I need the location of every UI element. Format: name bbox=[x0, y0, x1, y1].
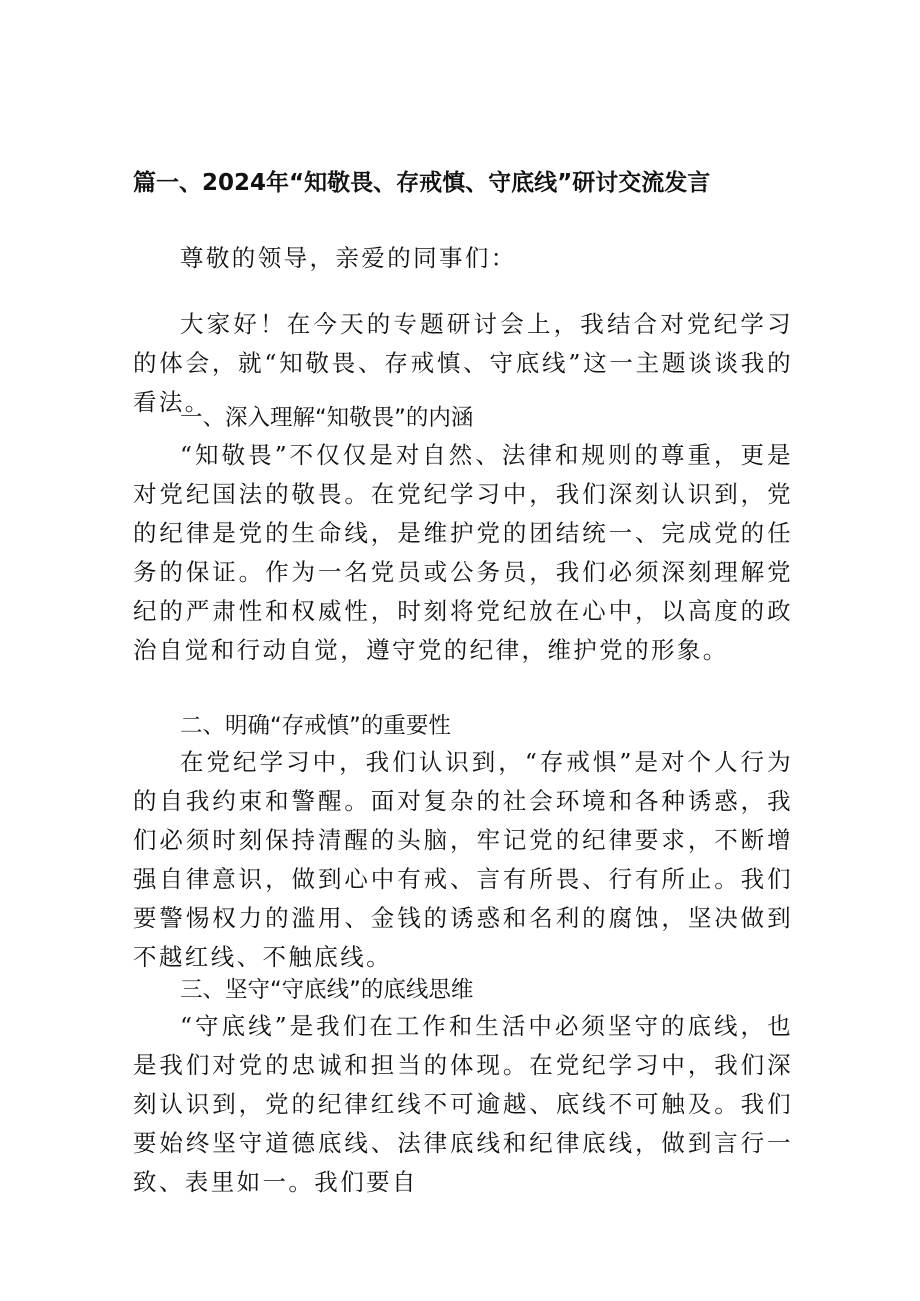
section-paragraph-1: “知敬畏”不仅仅是对自然、法律和规则的尊重，更是对党纪国法的敬畏。在党纪学习中，我们深刻认识到，党的纪律是党的生命线，是维护党的团结统一、完成党的任务的保证。作为一名党员或公务员，我们必须深刻理解党纪的严肃性和权威性，时刻将党纪放在心中，以高度的政治自觉和行动自觉，遵守党的纪律，维护党的形象。 bbox=[133, 441, 793, 664]
section-paragraph-3: “守底线”是我们在工作和生活中必须坚守的底线，也是我们对党的忠诚和担当的体现。在党纪学习中，我们深刻认识到，党的纪律红线不可逾越、底线不可触及。我们要始终坚守道德底线、法律底线和纪律底线，做到言行一致、表里如一。我们要自 bbox=[133, 1012, 793, 1196]
section-heading-2: 二、明确“存戒慎”的重要性 bbox=[180, 713, 451, 739]
document-title: 篇一、2024年“知敬畏、存戒慎、守底线”研讨交流发言 bbox=[133, 170, 711, 196]
section-heading-1: 一、深入理解“知敬畏”的内涵 bbox=[180, 405, 474, 431]
greeting-line: 尊敬的领导，亲爱的同事们： bbox=[180, 244, 517, 272]
section-paragraph-2: 在党纪学习中，我们认识到，“存戒惧”是对个人行为的自我约束和警醒。面对复杂的社会环境和各种诱惑，我们必须时刻保持清醒的头脑，牢记党的纪律要求，不断增强自律意识，做到心中有戒、言有所畏、行有所止。我们要警惕权力的滥用、金钱的诱惑和名利的腐蚀，坚决做到不越红线、不触底线。 bbox=[133, 748, 793, 971]
intro-paragraph: 大家好！在今天的专题研讨会上，我结合对党纪学习的体会，就“知敬畏、存戒慎、守底线”这一主题谈谈我的看法。 bbox=[133, 310, 793, 416]
section-heading-3: 三、坚守“守底线”的底线思维 bbox=[180, 977, 474, 1003]
